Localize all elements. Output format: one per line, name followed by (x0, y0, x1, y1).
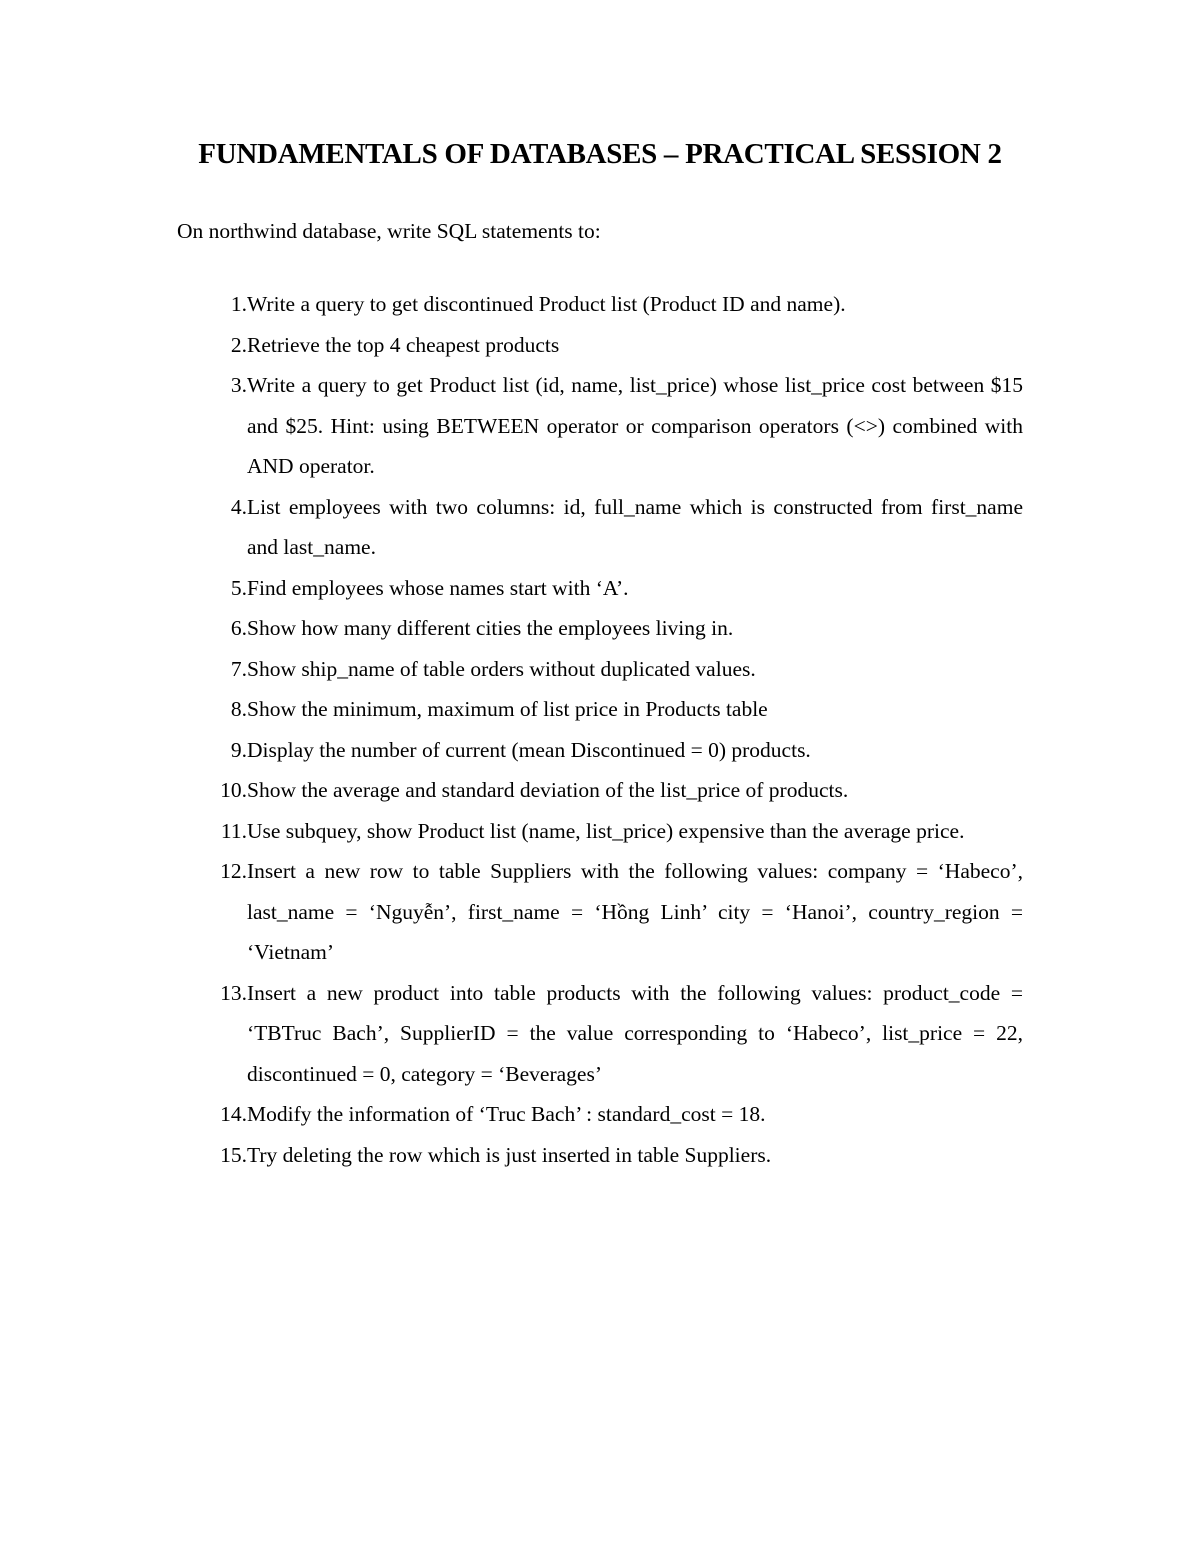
list-item (177, 1094, 1023, 1135)
list-item (177, 608, 1023, 649)
page-title: FUNDAMENTALS OF DATABASES – PRACTICAL SESSION 2 (198, 138, 1002, 170)
list-item (177, 811, 1023, 852)
list-item-number: 3. (230, 373, 247, 397)
list-item-number: 2. (230, 332, 247, 357)
list-item (177, 568, 1023, 609)
list-item-number: 9. (230, 737, 247, 762)
list-item-number: 5. (230, 575, 247, 600)
list-item-number: 6. (230, 616, 247, 640)
task-list (177, 284, 1023, 1175)
list-item (177, 689, 1023, 730)
list-item-text: List employees with two columns: id, full_name which is constructed from first_name and last_name. (247, 494, 1023, 559)
list-item-number: 8. (230, 697, 247, 721)
list-item (177, 851, 1023, 973)
list-item (177, 770, 1023, 811)
list-item-text: Show the average and standard deviation of the list_price of products. (247, 778, 849, 802)
list-item-text: Show the minimum, maximum of list price in Products table (247, 697, 768, 721)
list-item-number: 12. (220, 859, 247, 883)
list-item-number: 4. (230, 494, 247, 519)
list-item-text: Write a query to get Product list (id, name, list_price) whose list_price cost between $15 and $25. Hint: using BETWEEN operator or comparison operators (<>) combined with AND operator. (247, 373, 1023, 478)
list-item-number: 13. (220, 980, 247, 1005)
list-item (177, 487, 1023, 568)
list-item-text: Display the number of current (mean Discontinued = 0) products. (247, 737, 811, 762)
list-item-text: Show ship_name of table orders without duplicated values. (247, 656, 756, 681)
list-item-text: Modify the information of ‘Truc Bach’ : standard_cost = 18. (247, 1102, 766, 1126)
list-item-text: Use subquey, show Product list (name, list_price) expensive than the average price. (247, 818, 965, 843)
list-item (177, 1135, 1023, 1176)
list-item (177, 973, 1023, 1095)
list-item-text: Write a query to get discontinued Product list (Product ID and name). (247, 292, 846, 316)
list-item-text: Retrieve the top 4 cheapest products (247, 332, 560, 357)
list-item-text: Show how many different cities the employees living in. (247, 616, 734, 640)
list-item-text: Insert a new row to table Suppliers with the following values: company = ‘Habeco’, last_name = ‘Nguyễn’, first_name = ‘Hồng Linh’ city = ‘Hanoi’, country_region = ‘Vietnam’ (247, 859, 1023, 964)
list-item-number: 15. (220, 1142, 247, 1167)
list-item-number: 11. (220, 818, 247, 843)
list-item-number: 10. (220, 778, 247, 802)
intro-text: On northwind database, write SQL statements to: (177, 219, 601, 243)
list-item (177, 284, 1023, 325)
list-item-text: Insert a new product into table products with the following values: product_code = ‘TBTruc Bach’, SupplierID = the value corresponding to ‘Habeco’, list_price = 22, discontinued = 0, category = ‘Beverages’ (247, 980, 1023, 1086)
list-item (177, 730, 1023, 771)
list-item (177, 649, 1023, 690)
list-item-text: Try deleting the row which is just inserted in table Suppliers. (247, 1142, 772, 1167)
list-item-number: 1. (230, 292, 247, 316)
list-item (177, 325, 1023, 366)
list-item (177, 365, 1023, 487)
list-item-number: 14. (220, 1102, 247, 1126)
list-item-text: Find employees whose names start with ‘A’. (247, 575, 629, 600)
list-item-number: 7. (230, 656, 247, 681)
